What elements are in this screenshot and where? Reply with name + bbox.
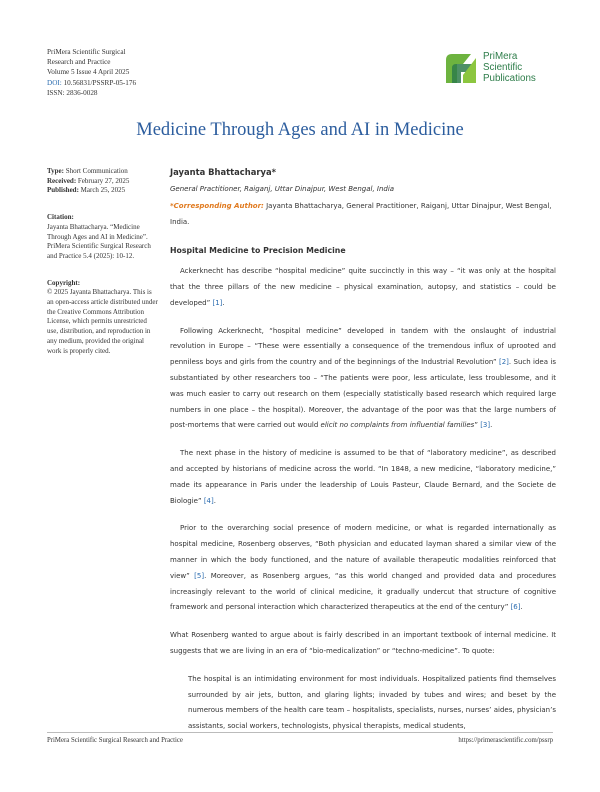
logo-line1: PriMera	[483, 51, 518, 62]
published-date	[47, 186, 159, 196]
author-name: Jayanta Bhattacharya*	[170, 167, 277, 177]
corresponding-author-text: Jayanta Bhattacharya, General Practitioner, Raiganj, Uttar Dinajpur, West Bengal, India.	[170, 202, 552, 226]
type-value: Short Communication	[63, 167, 128, 175]
published-value: March 25, 2025	[78, 186, 126, 195]
reference-link-4[interactable]: [4]	[203, 496, 214, 505]
received-label: Received:	[47, 176, 77, 185]
article-body	[170, 166, 556, 735]
paragraph-2-text-a: Following Ackerknecht, “hospital medicine” developed in tandem with the onslaught of industrial revolution in Europe – “These were essentially a consequence of the tremendous influx of uprooted and penniless boys and girls from the country and of the beginnings of the Industrial Revolution”	[170, 326, 556, 367]
publisher-logo-text	[483, 51, 536, 84]
footer-url[interactable]: https://primerascientific.com/pssrp	[458, 737, 553, 744]
journal-volume: Volume 5 Issue 4 April 2025	[47, 68, 130, 77]
paragraph-4-text-a: Prior to the overarching social presence of modern medicine, or what is regarded internationally as hospital medicine, Rosenberg observes, “Both physician and educated layman shared a similar view of the manner in which the body functioned, and the nature of available therapeutic modalities reinforced that view”	[170, 524, 556, 580]
paragraph-2-text-b: . Such idea is substantiated by other researchers too – “The patients were poor, less articulate, less troublesome, and it was much easier to carry out research on them (especially statistically based research which required large numbers in one place – the hospital). Moreover, the advantage of the poor was that the large numbers of post-mortems that were carried out would	[170, 358, 556, 430]
journal-issn: ISSN: 2836-0028	[47, 88, 98, 97]
article-title: Medicine Through Ages and AI in Medicine	[136, 120, 464, 140]
paragraph-3-text: The next phase in the history of medicine is assumed to be that of “laboratory medicine”, as described and accepted by historians of medicine across the world. “In 1848, a new medicine, “laboratory medicine,” made its appearance in Paris under the leadership of Louis Pasteur, Claude Bernard, and the Societe de Biologie”	[170, 449, 556, 505]
logo-line2: Scientific	[483, 62, 523, 73]
paragraph-4	[170, 521, 556, 616]
reference-link-2[interactable]: [2]	[498, 358, 509, 367]
copyright-label: Copyright:	[47, 278, 81, 287]
paragraph-2-italic: elicit no complaints from influential families	[320, 421, 475, 430]
citation-label: Citation:	[47, 213, 74, 222]
copyright-text: © 2025 Jayanta Bhattacharya. This is an open-access article distributed under the Creative Commons Attribution License, which permits unrestricted use, distribution, and reproduction in any medium, provided the original work is properly cited.	[47, 288, 158, 355]
article-sidebar	[47, 167, 159, 373]
citation-block	[47, 213, 159, 262]
paragraph-1	[170, 264, 556, 311]
footer-divider	[47, 732, 553, 733]
reference-link-3[interactable]: [3]	[480, 421, 491, 430]
paragraph-1-end: .	[222, 298, 225, 307]
journal-name-line2: Research and Practice	[47, 58, 111, 67]
journal-info	[47, 47, 247, 98]
received-value: February 27, 2025	[76, 176, 130, 185]
footer-journal-name: PriMera Scientific Surgical Research and Practice	[47, 737, 183, 744]
doi-value[interactable]: 10.56831/PSSRP-05-176	[61, 78, 137, 87]
section-heading: Hospital Medicine to Precision Medicine	[170, 246, 346, 256]
author-affiliation: General Practitioner, Raiganj, Uttar Dinajpur, West Bengal, India	[170, 185, 395, 193]
publisher-logo-icon	[443, 50, 479, 86]
journal-doi	[47, 78, 247, 88]
doi-label: DOI:	[47, 78, 62, 87]
block-quote: The hospital is an intimidating environment for most individuals. Hospitalized patients find themselves surrounded by air jets, button, and glaring lights; invaded by tubes and wires; and beset by the numerous members of the health care team – hospitalists, specialists, nurses, nurses’ aides, physician’s assistants, social workers, technologists, physical therapists, medical students,	[188, 674, 556, 731]
article-dates	[47, 167, 159, 196]
received-date	[47, 177, 159, 187]
reference-link-6[interactable]: [6]	[510, 603, 521, 612]
journal-name-line1: PriMera Scientific Surgical	[47, 48, 126, 56]
paragraph-2-end: .	[490, 421, 493, 430]
published-label: Published:	[47, 186, 79, 195]
reference-link-1[interactable]: [1]	[212, 298, 223, 307]
corresponding-author-label: *Corresponding Author:	[170, 202, 264, 210]
article-type	[47, 167, 159, 177]
paragraph-4-end: .	[520, 603, 523, 612]
corresponding-author	[170, 199, 556, 230]
paragraph-3	[170, 446, 556, 509]
paragraph-5: What Rosenberg wanted to argue about is fairly described in an important textbook of internal medicine. It suggests that we are living in an era of “bio-medicalization” or “techno-medicine”. To quote:	[170, 631, 556, 655]
paragraph-2	[170, 324, 556, 435]
paragraph-3-end: .	[213, 496, 216, 505]
publisher-logo	[443, 50, 563, 90]
paragraph-1-text: Ackerknecht has describe “hospital medicine” quite succinctly in this way – “it was only at the hospital that the three pillars of the new medicine – physical examination, autopsy, and statistics – could be developed”	[170, 267, 556, 307]
citation-text: Jayanta Bhattacharya. “Medicine Through Ages and AI in Medicine”. PriMera Scientific Surgical Research and Practice 5.4 (2025): 10-12.	[47, 222, 151, 260]
paragraph-2-text-c: ”	[474, 421, 481, 430]
type-label: Type:	[47, 167, 64, 175]
copyright-block	[47, 279, 159, 357]
logo-line3: Publications	[483, 73, 536, 84]
paragraph-4-text-b: . Moreover, as Rosenberg argues, “as this world changed and provided data and procedures increasingly relevant to the world of clinical medicine, it gradually undercut that structure of cognitive framework and personal interaction which characterized therapeutics at the end of the century”	[170, 571, 556, 612]
reference-link-5[interactable]: [5]	[194, 571, 205, 580]
